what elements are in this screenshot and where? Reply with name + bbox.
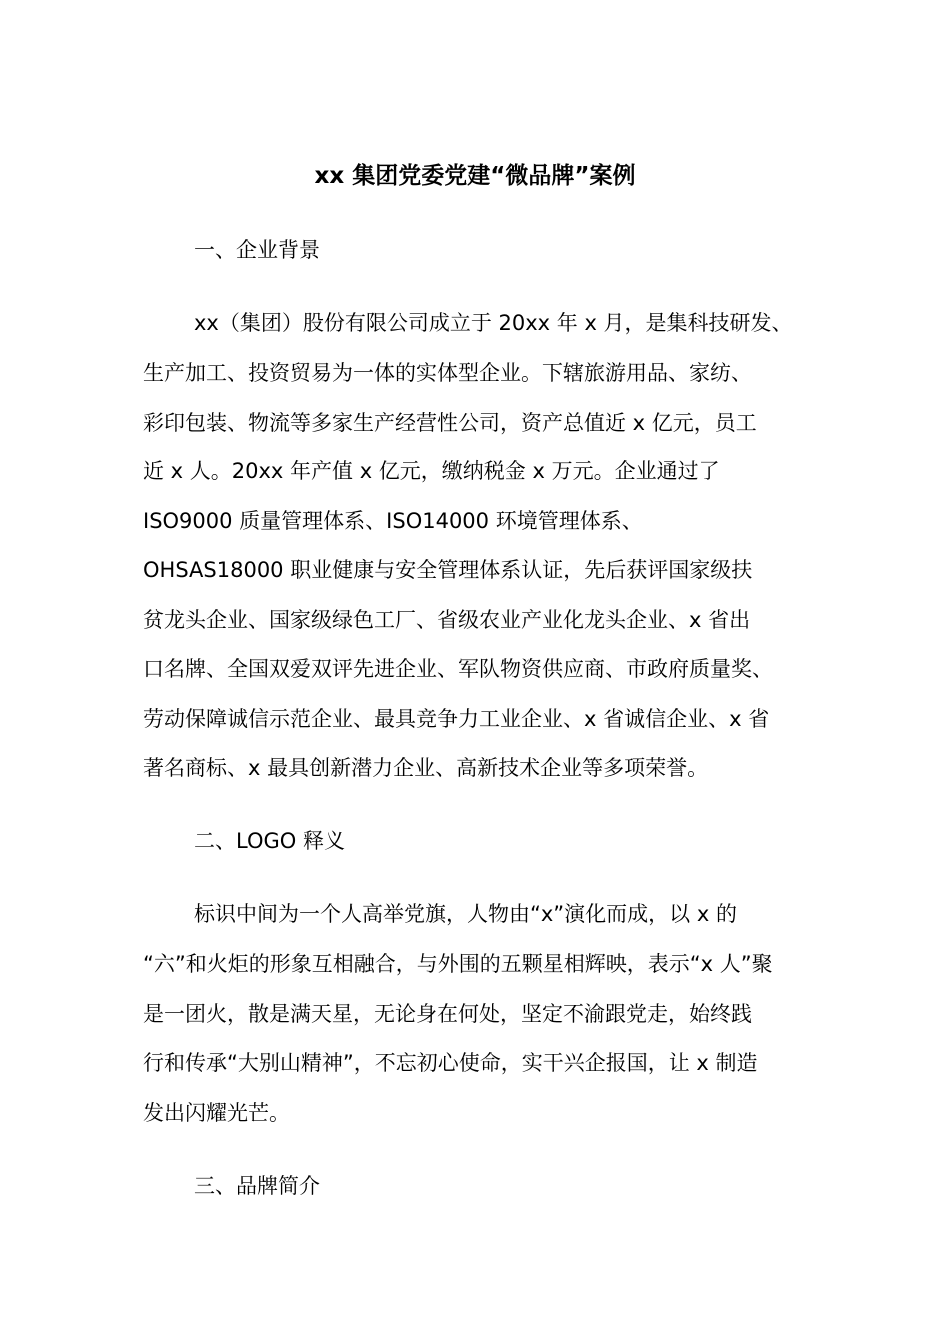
section-heading-logo: 二、LOGO 释义 bbox=[194, 829, 345, 853]
paragraph-line: “六”和火炬的形象互相融合，与外围的五颗星相辉映，表示“x 人”聚 bbox=[143, 952, 773, 976]
paragraph-line: ISO9000 质量管理体系、ISO14000 环境管理体系、 bbox=[143, 509, 643, 533]
section-heading-background: 一、企业背景 bbox=[194, 238, 320, 262]
paragraph-line: 劳动保障诚信示范企业、最具竞争力工业企业、x 省诚信企业、x 省 bbox=[143, 707, 770, 731]
paragraph-line: 近 x 人。20xx 年产值 x 亿元，缴纳税金 x 万元。企业通过了 bbox=[143, 459, 720, 483]
paragraph-line: 是一团火，散是满天星，无论身在何处，坚定不渝跟党走，始终践 bbox=[143, 1002, 752, 1026]
section-heading-brand: 三、品牌简介 bbox=[194, 1174, 320, 1198]
paragraph-line: 行和传承“大别山精神”，不忘初心使命，实干兴企报国，让 x 制造 bbox=[143, 1051, 758, 1075]
document-title: xx 集团党委党建“微品牌”案例 bbox=[314, 163, 636, 189]
paragraph-line: xx（集团）股份有限公司成立于 20xx 年 x 月，是集科技研发、 bbox=[194, 311, 793, 335]
paragraph-line: OHSAS18000 职业健康与安全管理体系认证，先后获评国家级扶 bbox=[143, 558, 753, 582]
paragraph-line: 著名商标、x 最具创新潜力企业、高新技术企业等多项荣誉。 bbox=[143, 756, 709, 780]
paragraph-line: 标识中间为一个人高举党旗，人物由“x”演化而成，以 x 的 bbox=[194, 902, 737, 926]
paragraph-line: 贫龙头企业、国家级绿色工厂、省级农业产业化龙头企业、x 省出 bbox=[143, 608, 751, 632]
paragraph-line: 发出闪耀光芒。 bbox=[143, 1101, 290, 1125]
paragraph-line: 彩印包装、物流等多家生产经营性公司，资产总值近 x 亿元，员工 bbox=[143, 411, 757, 435]
paragraph-line: 生产加工、投资贸易为一体的实体型企业。下辖旅游用品、家纺、 bbox=[143, 361, 752, 385]
paragraph-line: 口名牌、全国双爱双评先进企业、军队物资供应商、市政府质量奖、 bbox=[143, 657, 773, 681]
